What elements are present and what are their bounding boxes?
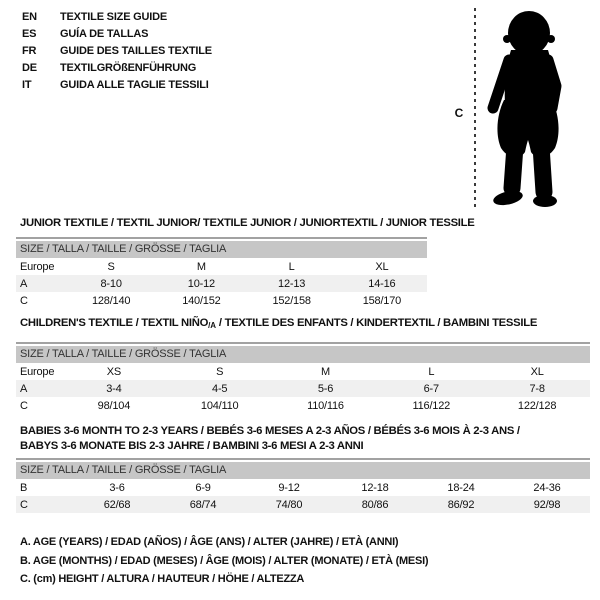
- babies-size-table: [16, 458, 590, 513]
- footnote-c: C. (cm) HEIGHT / ALTURA / HAUTEUR / HÖHE / ALTEZZA: [20, 573, 305, 585]
- row-label: C: [20, 294, 28, 307]
- children-title-pre: CHILDREN'S TEXTILE / TEXTIL NIÑO: [20, 317, 209, 329]
- table-cell: 12-13: [278, 277, 306, 290]
- table-cell: 14-16: [368, 277, 396, 290]
- table-cell: 68/74: [189, 498, 217, 511]
- junior-section-title: JUNIOR TEXTILE / TEXTIL JUNIOR/ TEXTILE JUNIOR / JUNIORTEXTIL / JUNIOR TESSILE: [20, 217, 475, 229]
- table-cell: XL: [375, 260, 389, 273]
- table-row: [16, 292, 427, 309]
- table-cell: 80/86: [361, 498, 389, 511]
- table-row: [16, 496, 590, 513]
- table-cell: 116/122: [412, 399, 451, 412]
- footnotes: [20, 533, 428, 589]
- table-row: [16, 363, 590, 380]
- table-row: [16, 275, 427, 292]
- babies-title-line-1: BABIES 3-6 MONTH TO 2-3 YEARS / BEBÉS 3-6 MESES A 2-3 AÑOS / BÉBÉS 3-6 MOIS À 2-3 ANS /: [20, 425, 520, 437]
- table-cell: L: [428, 365, 435, 378]
- table-row: [16, 479, 590, 496]
- table-cell: 110/116: [307, 399, 344, 412]
- row-label: A: [20, 277, 28, 290]
- table-cell: 92/98: [533, 498, 561, 511]
- language-title: TEXTILE SIZE GUIDE: [60, 11, 168, 23]
- size-header-bar: SIZE / TALLA / TAILLE / GRÖSSE / TAGLIA: [16, 346, 590, 363]
- children-title-sub: /A: [208, 321, 217, 330]
- table-cell: 3-6: [109, 481, 125, 494]
- table-cell: 104/110: [200, 399, 239, 412]
- table-cell: 7-8: [529, 382, 545, 395]
- table-row: [16, 258, 427, 275]
- footnote-a: A. AGE (YEARS) / EDAD (AÑOS) / ÂGE (ANS) / ALTER (JAHRE) / ETÀ (ANNI): [20, 536, 399, 548]
- table-cell: M: [321, 365, 330, 378]
- row-label: C: [20, 399, 28, 412]
- row-label: A: [20, 382, 28, 395]
- size-header-bar: SIZE / TALLA / TAILLE / GRÖSSE / TAGLIA: [16, 241, 427, 258]
- language-row-it: [22, 77, 212, 94]
- table-row: [16, 380, 590, 397]
- language-code: ES: [22, 28, 37, 40]
- language-row-en: [22, 9, 212, 26]
- language-row-fr: [22, 43, 212, 60]
- table-cell: 86/92: [447, 498, 475, 511]
- table-cell: L: [288, 260, 295, 273]
- size-header-bar: SIZE / TALLA / TAILLE / GRÖSSE / TAGLIA: [16, 462, 590, 479]
- language-code: EN: [22, 11, 37, 23]
- baby-silhouette-icon: [482, 8, 574, 210]
- height-measure-dotted-line: [474, 8, 476, 208]
- language-row-de: [22, 60, 212, 77]
- language-code: DE: [22, 62, 37, 74]
- table-cell: 6-9: [195, 481, 211, 494]
- table-cell: 5-6: [317, 382, 334, 395]
- language-title-list: [22, 9, 212, 94]
- table-cell: 140/152: [182, 294, 221, 307]
- table-cell: S: [107, 260, 115, 273]
- table-cell: 18-24: [447, 481, 475, 494]
- table-cell: 74/80: [275, 498, 303, 511]
- table-cell: 6-7: [423, 382, 439, 395]
- language-title: GUIDE DES TAILLES TEXTILE: [60, 45, 212, 57]
- row-label: B: [20, 481, 28, 494]
- children-section-title: [20, 316, 537, 333]
- language-code: IT: [22, 79, 32, 91]
- row-label: C: [20, 498, 28, 511]
- language-title: GUIDA ALLE TAGLIE TESSILI: [60, 79, 209, 91]
- table-cell: 24-36: [533, 481, 561, 494]
- row-label: Europe: [20, 260, 55, 273]
- children-title-post: / TEXTILE DES ENFANTS / KINDERTEXTIL / BAMBINI TESSILE: [216, 317, 538, 329]
- table-cell: 152/158: [272, 294, 311, 307]
- babies-title-line-2: BABYS 3-6 MONATE BIS 2-3 JAHRE / BAMBINI 3-6 MESI A 2-3 ANNI: [20, 440, 364, 452]
- table-cell: 122/128: [517, 399, 557, 412]
- height-measure-label: C: [454, 106, 464, 120]
- table-cell: 8-10: [100, 277, 122, 290]
- children-size-table: [16, 342, 590, 414]
- table-cell: M: [196, 260, 206, 273]
- table-cell: 9-12: [278, 481, 300, 494]
- table-row: [16, 397, 590, 414]
- table-cell: XL: [530, 365, 544, 378]
- table-cell: 98/104: [97, 399, 131, 412]
- table-cell: 10-12: [187, 277, 215, 290]
- babies-section-title: [20, 424, 520, 454]
- footnote-b: B. AGE (MONTHS) / EDAD (MESES) / ÂGE (MOIS) / ALTER (MONATE) / ETÀ (MESI): [20, 554, 429, 567]
- table-cell: 3-4: [106, 382, 122, 395]
- junior-size-table: [16, 237, 427, 309]
- table-cell: XS: [106, 365, 122, 378]
- row-label: Europe: [20, 365, 55, 378]
- table-cell: 12-18: [361, 481, 389, 494]
- language-title: TEXTILGRÖßENFÜHRUNG: [60, 62, 197, 74]
- language-code: FR: [22, 45, 37, 57]
- table-cell: 158/170: [362, 294, 402, 307]
- table-cell: 128/140: [91, 294, 131, 307]
- table-cell: S: [216, 365, 224, 378]
- table-cell: 4-5: [212, 382, 228, 395]
- language-row-es: [22, 26, 212, 43]
- language-title: GUÍA DE TALLAS: [60, 28, 149, 40]
- table-cell: 62/68: [103, 498, 131, 511]
